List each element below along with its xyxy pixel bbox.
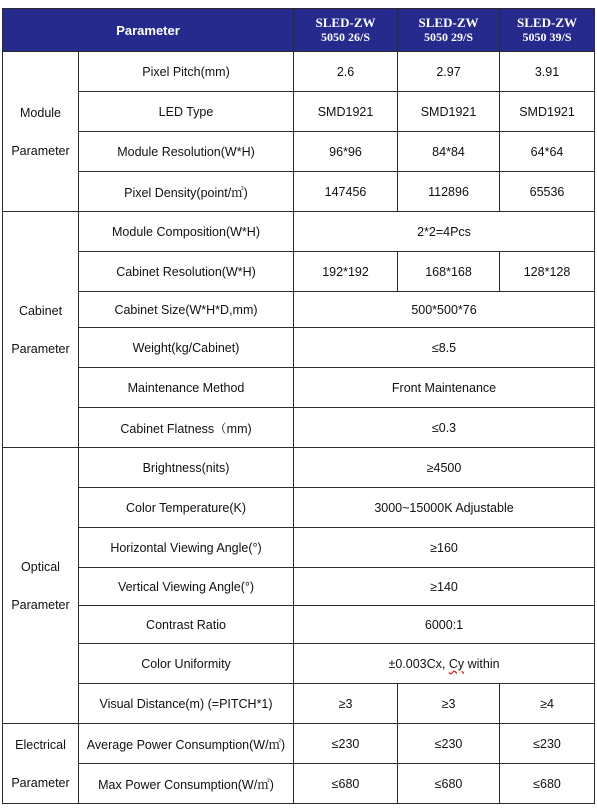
cell-value: 96*96 [294,132,398,172]
row-label: Brightness(nits) [79,448,294,488]
model-variant: 5050 26/S [321,30,371,44]
cell-value: 2.97 [398,52,500,92]
cell-value: 6000:1 [294,606,595,644]
row-label: Pixel Density(point/㎡) [79,172,294,212]
model-header-39 [500,9,595,52]
table-row [3,172,595,212]
category-label: Module [20,105,61,120]
category-label: Parameter [11,143,70,158]
cell-value: ≤680 [500,764,595,804]
row-label: Cabinet Flatness（mm) [79,408,294,448]
model-variant: 5050 39/S [522,30,572,44]
cell-value: 64*64 [500,132,595,172]
cell-value: 112896 [398,172,500,212]
cell-value: 147456 [294,172,398,212]
cell-value: 500*500*76 [294,292,595,328]
category-module [3,52,79,212]
table-row [3,528,595,568]
cell-value: ≥3 [398,684,500,724]
table-row [3,132,595,172]
header-row [3,9,595,52]
table-row [3,764,595,804]
cell-value: Front Maintenance [294,368,595,408]
cell-value: ≤230 [294,724,398,764]
uniformity-value: ±0.003Cx, [388,656,449,671]
cell-value: 84*84 [398,132,500,172]
category-electrical [3,724,79,804]
row-label: LED Type [79,92,294,132]
cell-value: ≥4500 [294,448,595,488]
row-label: Max Power Consumption(W/㎡) [79,764,294,804]
model-name: SLED-ZW [517,15,577,30]
cell-value: 2.6 [294,52,398,92]
table-row [3,368,595,408]
table-row [3,724,595,764]
category-label: Parameter [11,341,70,356]
row-label: Contrast Ratio [79,606,294,644]
model-name: SLED-ZW [315,15,376,30]
row-label: Module Composition(W*H) [79,212,294,252]
row-label: Cabinet Resolution(W*H) [79,252,294,292]
cell-value: ≥160 [294,528,595,568]
table-row [3,488,595,528]
cell-value-uniformity [294,644,595,684]
cell-value: 168*168 [398,252,500,292]
table-row [3,408,595,448]
row-label: Module Resolution(W*H) [79,132,294,172]
row-label: Color Temperature(K) [79,488,294,528]
cell-value: 3000~15000K Adjustable [294,488,595,528]
category-cabinet [3,212,79,448]
row-label: Pixel Pitch(mm) [79,52,294,92]
uniformity-value: Cy [448,656,465,671]
category-label: Parameter [11,775,70,790]
cell-value: 3.91 [500,52,595,92]
row-label: Weight(kg/Cabinet) [79,328,294,368]
cell-value: ≤680 [294,764,398,804]
table-row [3,252,595,292]
cell-value: SMD1921 [294,92,398,132]
row-label: Vertical Viewing Angle(°) [79,568,294,606]
table-row [3,606,595,644]
cell-value: 2*2=4Pcs [294,212,595,252]
category-label: Optical [21,559,60,574]
cell-value: SMD1921 [500,92,595,132]
model-header-29 [398,9,500,52]
cell-value: 128*128 [500,252,595,292]
uniformity-value: within [464,656,500,671]
cell-value: ≤8.5 [294,328,595,368]
model-header-26 [294,9,398,52]
model-name: SLED-ZW [418,15,479,30]
cell-value: ≤230 [500,724,595,764]
cell-value: ≤0.3 [294,408,595,448]
cell-value: ≥4 [500,684,595,724]
specification-table [2,8,595,804]
parameter-header: Parameter [3,9,294,52]
table-row [3,92,595,132]
cell-value: ≤680 [398,764,500,804]
category-label: Parameter [11,597,70,612]
category-label: Cabinet [18,303,63,318]
cell-value: ≥140 [294,568,595,606]
table-row [3,448,595,488]
cell-value: 192*192 [294,252,398,292]
row-label: Average Power Consumption(W/㎡) [79,724,294,764]
row-label: Color Uniformity [79,644,294,684]
table-row [3,568,595,606]
table-row [3,328,595,368]
row-label: Cabinet Size(W*H*D,mm) [79,292,294,328]
table-row [3,684,595,724]
row-label: Maintenance Method [79,368,294,408]
category-label: Electrical [15,737,66,752]
cell-value: 65536 [500,172,595,212]
cell-value: ≥3 [294,684,398,724]
cell-value: SMD1921 [398,92,500,132]
table-row [3,644,595,684]
category-optical [3,448,79,724]
table-row [3,212,595,252]
table-row [3,292,595,328]
table-row [3,52,595,92]
model-variant: 5050 29/S [424,30,474,44]
cell-value: ≤230 [398,724,500,764]
row-label: Horizontal Viewing Angle(°) [79,528,294,568]
row-label: Visual Distance(m) (=PITCH*1) [79,684,294,724]
